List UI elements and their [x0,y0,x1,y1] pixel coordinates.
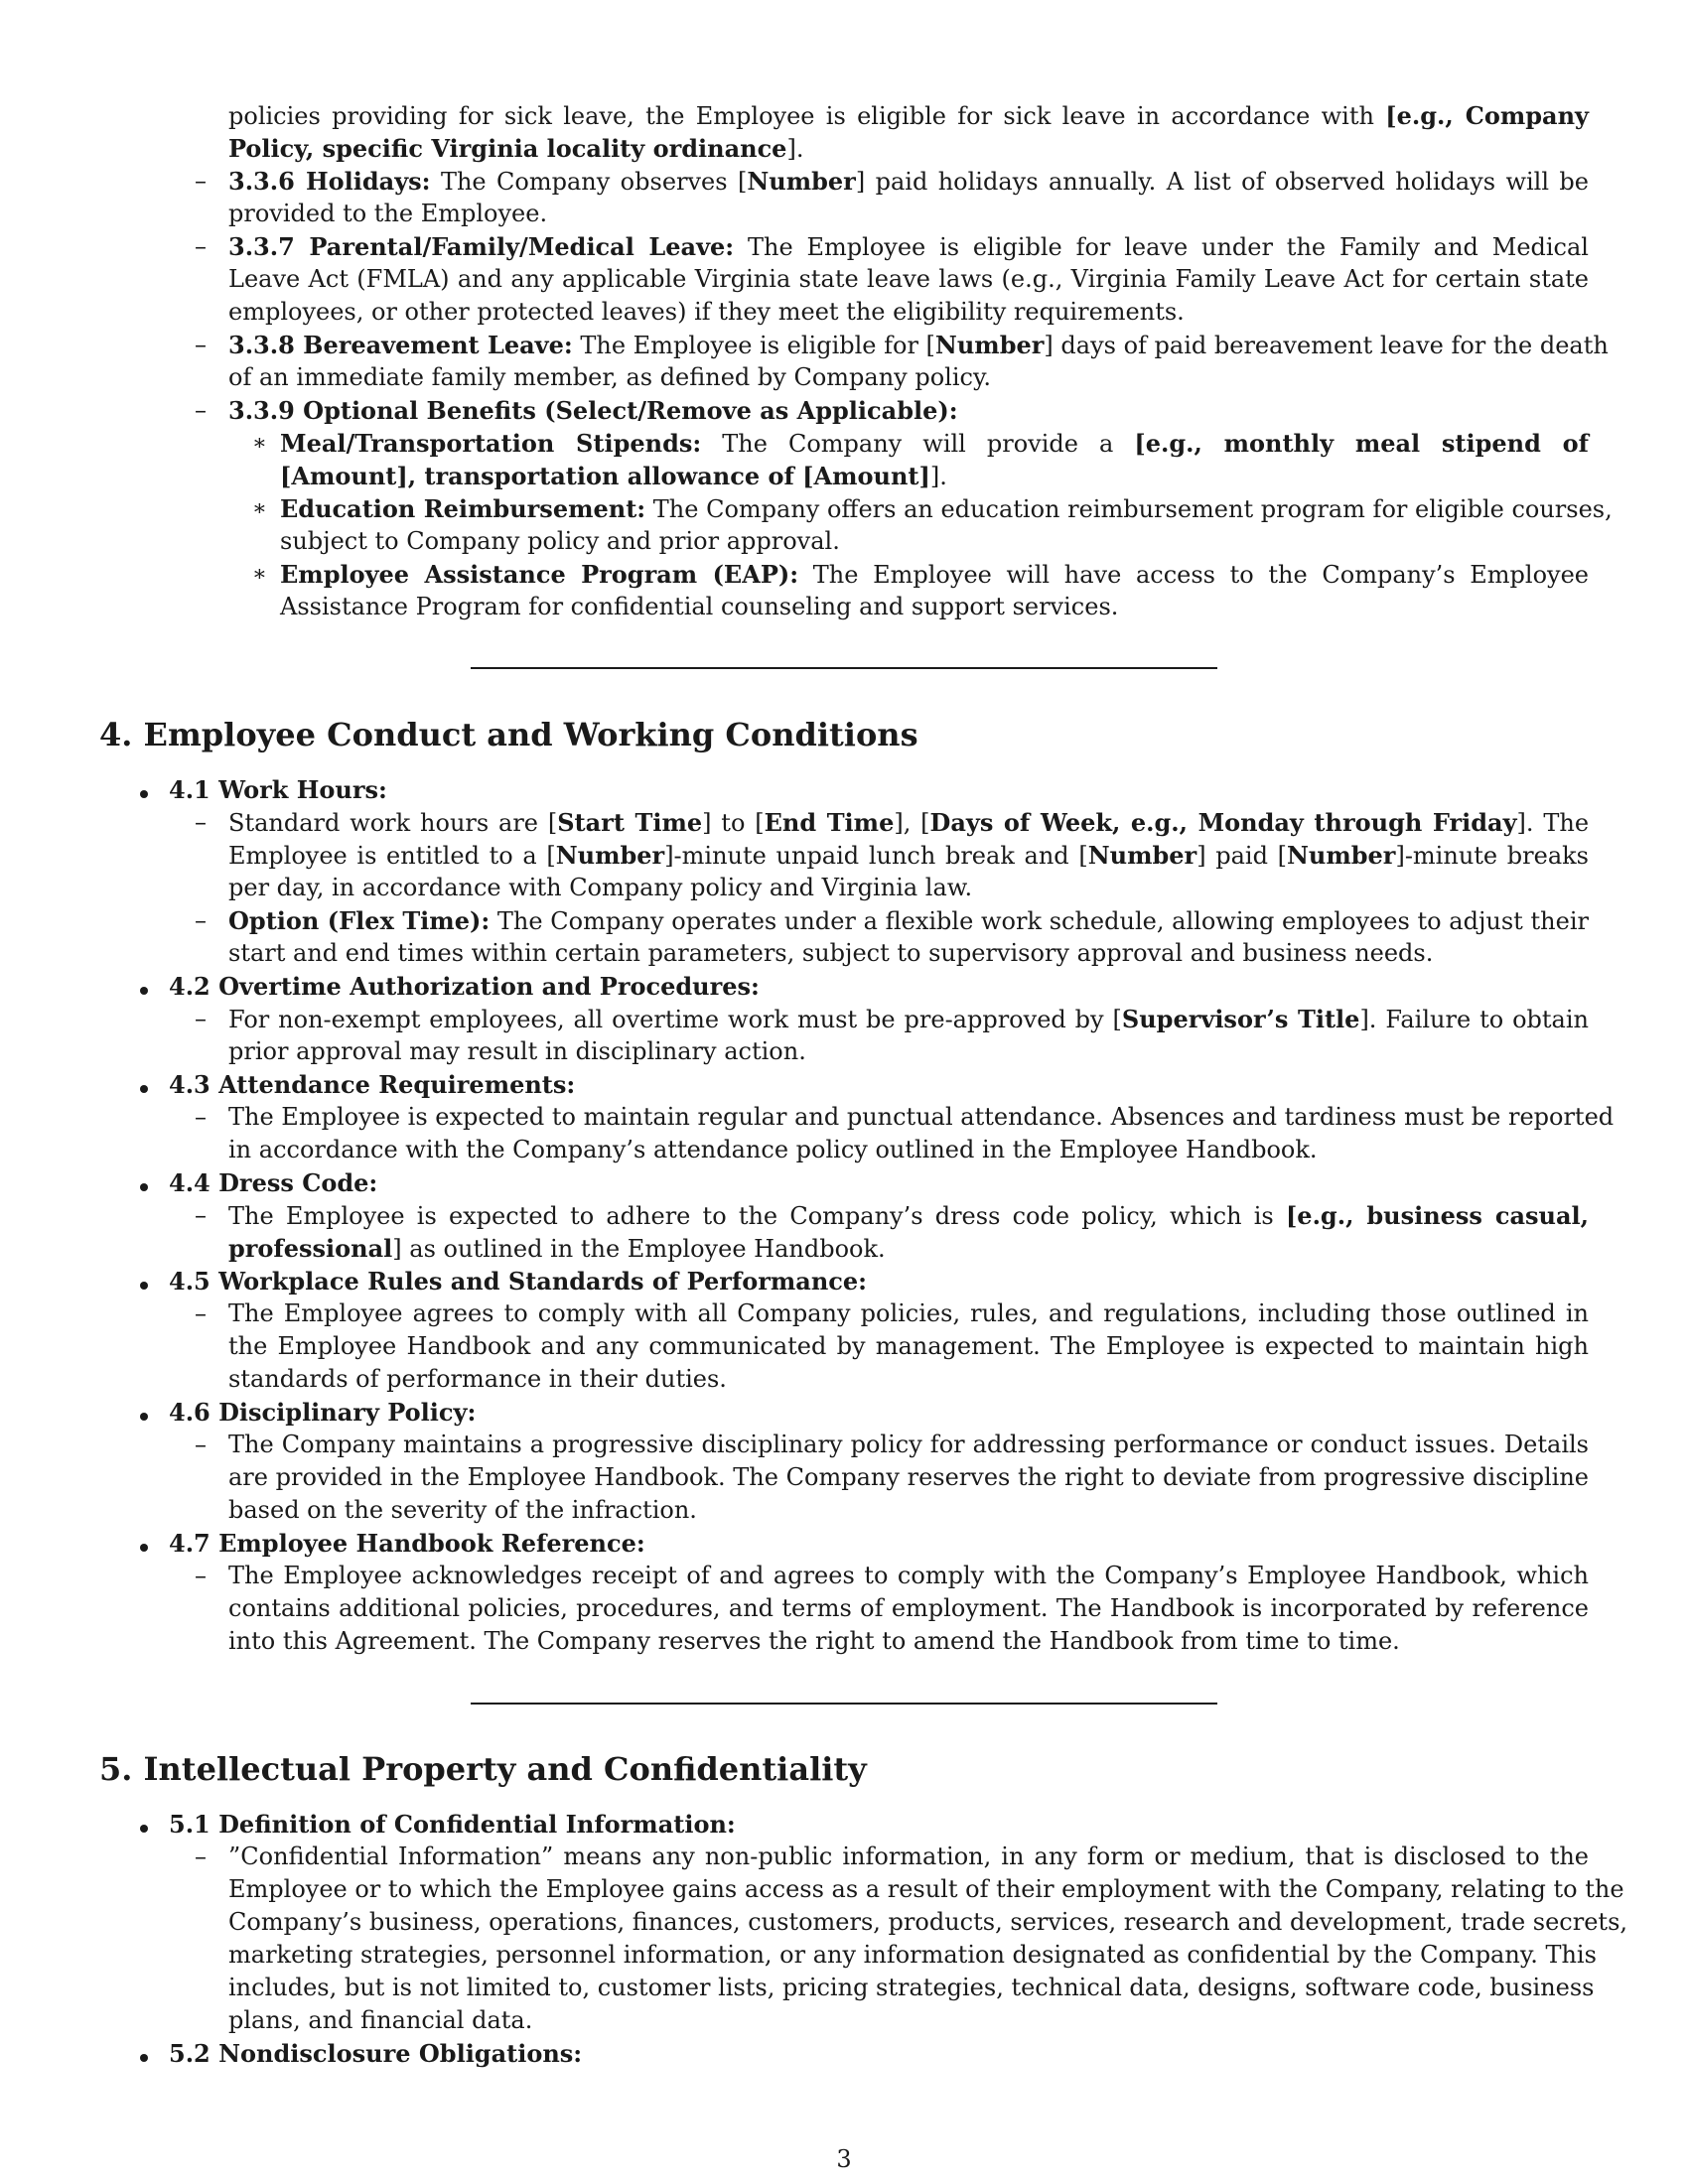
eap-line2: Assistance Program for confidential counseling and support services. [280,593,1119,620]
bullet [140,1085,148,1093]
eap-line1: Employee Assistance Program (EAP): The Employee will have access to the Company’s Employee [280,560,1589,589]
item-4-6-label: 4.6 Disciplinary Policy: [169,1398,477,1427]
item-5-2-label: 5.2 Nondisclosure Obligations: [169,2039,583,2068]
item-4-5-line2: the Employee Handbook and any communicated by management. The Employee is expected to maintain high [228,1332,1589,1360]
para-3-3-9-heading: 3.3.9 Optional Benefits (Select/Remove as Applicable): [228,396,958,425]
para-3-3-7-line3: employees, or other protected leaves) if they meet the eligibility requirements. [228,298,1185,326]
item-4-7-line3: into this Agreement. The Company reserves the right to amend the Handbook from time to time. [228,1627,1400,1655]
section-5-heading: 5. Intellectual Property and Confidentiality [99,1750,867,1788]
item-4-5-line1: The Employee agrees to comply with all Company policies, rules, and regulations, including those outlined in [228,1299,1589,1327]
para-3-3-5-line2: Policy, specific Virginia locality ordinance]. [228,134,804,163]
para-3-3-7-line2: Leave Act (FMLA) and any applicable Virginia state leave laws (e.g., Virginia Family Leave Act for certain state [228,265,1589,293]
dash-marker: – [195,1103,207,1131]
dash-marker: – [195,1431,207,1458]
item-5-1-line3: Company’s business, operations, finances, customers, products, services, research and development, trade secrets, [228,1908,1628,1936]
education-line2: subject to Company policy and prior approval. [280,527,840,555]
bullet [140,1544,148,1552]
item-4-4-label: 4.4 Dress Code: [169,1168,378,1197]
page-number: 3 [836,2145,852,2173]
item-4-7-label: 4.7 Employee Handbook Reference: [169,1529,645,1558]
item-4-5-line3: standards of performance in their duties. [228,1365,727,1393]
item-4-3-line2: in accordance with the Company’s attendance policy outlined in the Employee Handbook. [228,1136,1318,1163]
item-5-1-line5: includes, but is not limited to, customer lists, pricing strategies, technical data, designs, software code, business [228,1974,1595,2001]
dash-marker: – [195,232,207,260]
education-line1: Education Reimbursement: The Company offers an education reimbursement program for eligible courses, [280,494,1613,523]
dash-marker: – [195,167,207,195]
section-divider [471,1703,1217,1705]
para-3-3-5-line1: policies providing for sick leave, the Employee is eligible for sick leave in accordance with [e.g., Company [228,101,1589,130]
bullet [140,2054,148,2062]
item-5-1-line4: marketing strategies, personnel information, or any information designated as confidential by the Company. This [228,1941,1597,1969]
dash-marker: – [195,1201,207,1229]
para-3-3-8-line2: of an immediate family member, as defined by Company policy. [228,363,991,391]
bullet [140,1183,148,1191]
item-4-2-label: 4.2 Overtime Authorization and Procedures: [169,972,760,1001]
para-3-3-7-line1: 3.3.7 Parental/Family/Medical Leave: The Employee is eligible for leave under the Family and Medical [228,232,1589,261]
star-marker: ∗ [252,496,267,521]
dash-marker: – [195,396,207,424]
item-4-6-line1: The Company maintains a progressive disciplinary policy for addressing performance or conduct issues. Details [228,1431,1589,1458]
section-divider [471,667,1217,669]
dash-marker: – [195,808,207,836]
bullet [140,1282,148,1290]
para-3-3-6-line1: 3.3.6 Holidays: The Company observes [Number] paid holidays annually. A list of observed holidays will be [228,167,1589,196]
bullet [140,987,148,995]
bullet [140,790,148,798]
item-4-2-line1: For non-exempt employees, all overtime work must be pre-approved by [Supervisor’s Title]. Failure to obtain [228,1005,1589,1033]
dash-marker: – [195,1005,207,1032]
dash-marker: – [195,1843,207,1870]
para-3-3-8-line1: 3.3.8 Bereavement Leave: The Employee is eligible for [Number] days of paid bereavement leave for the death [228,331,1609,359]
item-4-3-label: 4.3 Attendance Requirements: [169,1070,576,1099]
star-marker: ∗ [252,562,267,587]
meal-stipend-line2: [Amount], transportation allowance of [Amount]]. [280,462,947,490]
item-4-7-line2: contains additional policies, procedures, and terms of employment. The Handbook is incorporated by reference [228,1594,1589,1622]
item-4-4-line2: professional] as outlined in the Employee Handbook. [228,1234,886,1263]
item-4-6-line2: are provided in the Employee Handbook. The Company reserves the right to deviate from progressive discipline [228,1463,1589,1491]
item-4-2-line2: prior approval may result in disciplinary action. [228,1037,806,1065]
item-4-1-a-line3: per day, in accordance with Company policy and Virginia law. [228,874,973,901]
section-4-heading: 4. Employee Conduct and Working Conditions [99,716,918,753]
item-5-1-line6: plans, and financial data. [228,2006,533,2034]
dash-marker: – [195,1299,207,1327]
item-4-3-line1: The Employee is expected to maintain regular and punctual attendance. Absences and tardiness must be reported [228,1103,1615,1131]
item-4-1-a-line1: Standard work hours are [Start Time] to [End Time], [Days of Week, e.g., Monday through Friday]. The [228,808,1590,837]
item-4-1-label: 4.1 Work Hours: [169,775,387,804]
item-4-5-label: 4.5 Workplace Rules and Standards of Performance: [169,1267,868,1296]
para-3-3-6-line2: provided to the Employee. [228,200,548,227]
item-4-1-a-line2: Employee is entitled to a [Number]-minute unpaid lunch break and [Number] paid [Number]-minute breaks [228,841,1589,870]
dash-marker: – [195,1562,207,1589]
item-4-4-line1: The Employee is expected to adhere to the Company’s dress code policy, which is [e.g., business casual, [228,1201,1589,1230]
item-4-1-b-line2: start and end times within certain parameters, subject to supervisory approval and business needs. [228,939,1434,967]
item-4-7-line1: The Employee acknowledges receipt of and agrees to comply with the Company’s Employee Handbook, which [228,1562,1589,1589]
item-5-1-line2: Employee or to which the Employee gains access as a result of their employment with the Company, relating to the [228,1875,1624,1903]
dash-marker: – [195,906,207,934]
bullet [140,1413,148,1421]
item-4-6-line3: based on the severity of the infraction. [228,1496,697,1524]
item-4-1-b-line1: Option (Flex Time): The Company operates under a flexible work schedule, allowing employees to adjust their [228,906,1589,935]
meal-stipend-line1: Meal/Transportation Stipends: The Company will provide a [e.g., monthly meal stipend of [280,429,1590,458]
dash-marker: – [195,331,207,358]
item-5-1-label: 5.1 Definition of Confidential Information: [169,1810,736,1839]
bullet [140,1825,148,1833]
item-5-1-line1: ”Confidential Information” means any non-public information, in any form or medium, that is disclosed to the [228,1843,1589,1870]
star-marker: ∗ [252,431,267,456]
